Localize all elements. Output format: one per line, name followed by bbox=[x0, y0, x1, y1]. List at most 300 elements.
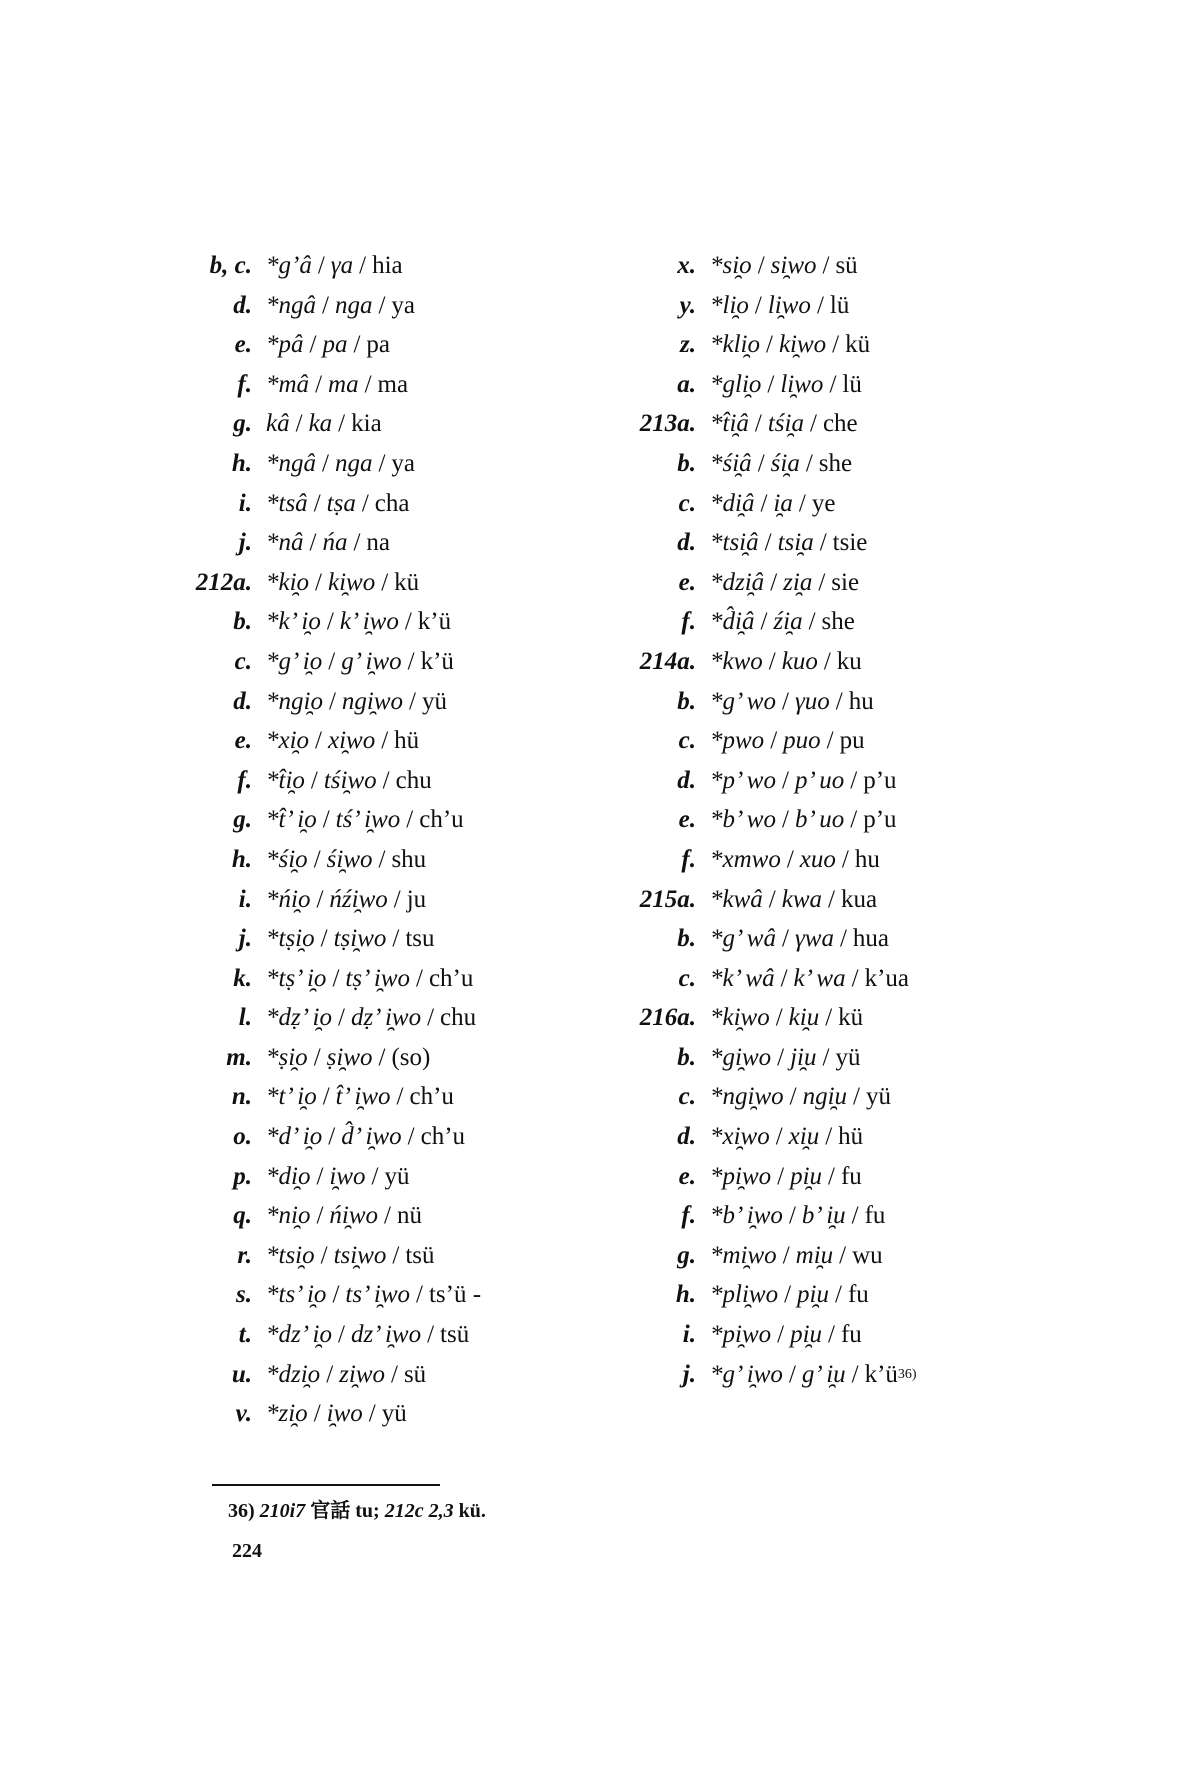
separator: / bbox=[786, 845, 794, 873]
separator: / bbox=[322, 806, 330, 834]
modern-reading: ts’ü - bbox=[428, 1281, 482, 1309]
entry-label: e. bbox=[234, 727, 252, 755]
modern-reading: tsie bbox=[832, 529, 868, 557]
modern-reading: sü bbox=[835, 252, 858, 279]
ancient-form: ki̯wo bbox=[328, 568, 376, 596]
archaic-form: *ngâ bbox=[266, 291, 316, 319]
ancient-form: zi̯wo bbox=[339, 1360, 385, 1388]
separator: / bbox=[326, 1360, 334, 1388]
separator: / bbox=[382, 766, 390, 794]
separator: / bbox=[828, 1321, 835, 1349]
modern-reading: lü bbox=[842, 370, 862, 398]
entry-label: c. bbox=[678, 1083, 696, 1111]
modern-reading: ch’u bbox=[420, 1123, 466, 1151]
archaic-form: *ngi̯o bbox=[266, 687, 323, 715]
separator: / bbox=[407, 1123, 415, 1151]
archaic-form: *p’ wo bbox=[710, 766, 776, 794]
archaic-form: *xmwo bbox=[710, 845, 781, 873]
separator: / bbox=[798, 489, 806, 517]
separator: / bbox=[782, 1241, 790, 1269]
archaic-form: *gi̯wo bbox=[710, 1043, 772, 1071]
entry-row bbox=[620, 523, 1140, 563]
separator: / bbox=[404, 608, 412, 636]
separator: / bbox=[754, 291, 762, 319]
modern-reading: pa bbox=[366, 331, 391, 359]
modern-reading: nü bbox=[396, 1202, 422, 1230]
modern-reading: ku bbox=[836, 647, 862, 675]
ancient-form: t̂’ i̯wo bbox=[335, 1083, 391, 1111]
separator: / bbox=[835, 687, 843, 715]
entry-row bbox=[620, 286, 1140, 326]
modern-reading: fu bbox=[840, 1162, 862, 1190]
archaic-form: *g’â bbox=[266, 252, 312, 279]
archaic-form: *xi̯o bbox=[266, 727, 310, 755]
entry-label: b. bbox=[677, 449, 696, 477]
entry-label: e. bbox=[678, 1162, 696, 1190]
separator: / bbox=[805, 449, 813, 477]
separator: / bbox=[371, 1162, 379, 1190]
footnote-rule bbox=[212, 1484, 440, 1486]
modern-reading: chu bbox=[395, 766, 432, 794]
modern-reading: p’u bbox=[863, 806, 897, 834]
separator: / bbox=[381, 727, 389, 755]
entry-label: g. bbox=[233, 806, 252, 834]
separator: / bbox=[764, 529, 772, 557]
separator: / bbox=[359, 252, 367, 279]
entry-row bbox=[620, 365, 1140, 405]
separator: / bbox=[777, 1043, 785, 1071]
archaic-form: *si̯o bbox=[710, 252, 752, 279]
separator: / bbox=[361, 489, 369, 517]
archaic-form: *nâ bbox=[266, 529, 304, 557]
entry-label: t. bbox=[238, 1321, 252, 1349]
entry-label: e. bbox=[234, 331, 252, 359]
archaic-form: *ṣi̯o bbox=[266, 1043, 308, 1071]
modern-reading: she bbox=[821, 608, 855, 636]
separator: / bbox=[754, 410, 762, 438]
entry-label: c. bbox=[678, 964, 696, 992]
modern-reading: chu bbox=[440, 1004, 477, 1032]
separator: / bbox=[777, 1162, 785, 1190]
modern-reading: lü bbox=[829, 291, 850, 319]
ancient-form: ńa bbox=[322, 529, 348, 557]
modern-reading: na bbox=[366, 529, 391, 557]
separator: / bbox=[788, 1360, 796, 1388]
separator: / bbox=[338, 410, 346, 438]
modern-reading: ch’u bbox=[409, 1083, 454, 1111]
footnote-text1: tu; bbox=[355, 1500, 380, 1522]
entry-row bbox=[620, 246, 1140, 286]
modern-reading: k’ü bbox=[417, 608, 452, 636]
entry-label: j. bbox=[238, 925, 252, 953]
separator: / bbox=[822, 1043, 830, 1071]
modern-reading: pu bbox=[839, 727, 865, 755]
ancient-form: xi̯u bbox=[788, 1123, 820, 1151]
modern-reading: hia bbox=[372, 252, 403, 279]
modern-reading: kü bbox=[838, 1004, 864, 1032]
separator: / bbox=[320, 925, 328, 953]
archaic-form: *mâ bbox=[266, 370, 310, 398]
archaic-form: *śi̯â bbox=[710, 449, 752, 477]
archaic-form: *d̂i̯â bbox=[710, 608, 755, 636]
separator: / bbox=[322, 1083, 330, 1111]
ancient-form: pi̯u bbox=[790, 1321, 823, 1349]
archaic-form: *gli̯o bbox=[710, 370, 762, 398]
ancient-form: ńźi̯wo bbox=[329, 885, 388, 913]
ancient-form: li̯wo bbox=[767, 291, 811, 319]
separator: / bbox=[760, 489, 768, 517]
archaic-form: kâ bbox=[266, 410, 290, 438]
separator: / bbox=[768, 885, 776, 913]
ancient-form: kuo bbox=[781, 647, 818, 675]
entry-label: f. bbox=[681, 845, 696, 873]
separator: / bbox=[826, 727, 834, 755]
separator: / bbox=[406, 806, 414, 834]
ancient-form: tṣi̯wo bbox=[333, 925, 387, 953]
ancient-form: li̯wo bbox=[780, 370, 824, 398]
ancient-form: ki̯wo bbox=[778, 331, 827, 359]
entry-label: g. bbox=[233, 410, 252, 438]
separator: / bbox=[781, 766, 789, 794]
separator: / bbox=[816, 291, 824, 319]
entry-label: x. bbox=[677, 252, 696, 279]
separator: / bbox=[368, 1400, 376, 1428]
footnote-chinese: 官話 bbox=[310, 1500, 351, 1522]
entry-row bbox=[620, 959, 1140, 999]
entry-label: a. bbox=[677, 370, 696, 398]
ancient-form: ji̯u bbox=[790, 1043, 817, 1071]
separator: / bbox=[427, 1004, 435, 1032]
ancient-form: tśi̯a bbox=[767, 410, 804, 438]
separator: / bbox=[788, 1202, 796, 1230]
separator: / bbox=[825, 1004, 833, 1032]
archaic-form: *pâ bbox=[266, 331, 304, 359]
entry-label: f. bbox=[681, 1202, 696, 1230]
modern-reading: k’ua bbox=[864, 964, 909, 992]
entry-label: j. bbox=[682, 1360, 696, 1388]
entry-label: q. bbox=[233, 1202, 252, 1230]
modern-reading: hu bbox=[848, 687, 874, 715]
entry-label: e. bbox=[678, 568, 696, 596]
ancient-form: d̂’ i̯wo bbox=[341, 1123, 402, 1151]
modern-reading: kia bbox=[351, 410, 382, 438]
modern-reading: tsü bbox=[440, 1321, 470, 1349]
modern-reading: ya bbox=[391, 449, 416, 477]
modern-reading: tsu bbox=[405, 925, 435, 953]
separator: / bbox=[834, 1281, 842, 1309]
modern-reading: k’ü bbox=[864, 1360, 898, 1388]
separator: / bbox=[337, 1321, 345, 1349]
separator: / bbox=[760, 608, 768, 636]
entry-row bbox=[620, 1117, 1140, 1157]
ancient-form: pa bbox=[322, 331, 348, 359]
ancient-form: ka bbox=[308, 410, 333, 438]
archaic-form: *kwâ bbox=[710, 885, 763, 913]
ancient-form: źi̯a bbox=[773, 608, 803, 636]
ancient-form: tṣ’ i̯wo bbox=[345, 964, 410, 992]
entry-label: d. bbox=[677, 766, 696, 794]
archaic-form: *g’ wâ bbox=[710, 925, 776, 953]
separator: / bbox=[381, 568, 389, 596]
entry-label: i. bbox=[682, 1321, 696, 1349]
separator: / bbox=[416, 964, 423, 992]
separator: / bbox=[828, 885, 835, 913]
separator: / bbox=[322, 291, 329, 319]
entry-label: b, c. bbox=[209, 252, 252, 279]
entry-label: h. bbox=[231, 449, 252, 477]
modern-reading: fu bbox=[847, 1281, 869, 1309]
modern-reading: kü bbox=[394, 568, 420, 596]
separator: / bbox=[839, 925, 847, 953]
archaic-form: *d’ i̯o bbox=[266, 1123, 323, 1151]
modern-reading: shu bbox=[391, 845, 427, 873]
ancient-form: b’ i̯u bbox=[801, 1202, 846, 1230]
archaic-form: *pi̯wo bbox=[710, 1321, 772, 1349]
archaic-form: *tsi̯â bbox=[710, 529, 759, 557]
ancient-form: i̯wo bbox=[326, 1400, 363, 1428]
ancient-form: γa bbox=[330, 252, 354, 279]
entry-label: i. bbox=[238, 489, 252, 517]
separator: / bbox=[825, 1123, 833, 1151]
ancient-form: γuo bbox=[794, 687, 830, 715]
archaic-form: *tsâ bbox=[266, 489, 308, 517]
archaic-form: *kwo bbox=[710, 647, 763, 675]
separator: / bbox=[851, 964, 859, 992]
separator: / bbox=[850, 766, 858, 794]
entry-row bbox=[190, 1394, 710, 1434]
separator: / bbox=[781, 925, 789, 953]
archaic-form: *ngâ bbox=[266, 449, 316, 477]
ancient-form: śi̯wo bbox=[326, 845, 373, 873]
separator: / bbox=[378, 291, 386, 319]
archaic-form: *zi̯o bbox=[266, 1400, 308, 1428]
separator: / bbox=[829, 370, 837, 398]
separator: / bbox=[332, 964, 340, 992]
entry-row bbox=[620, 1077, 1140, 1117]
entry-label: f. bbox=[237, 370, 252, 398]
separator: / bbox=[853, 1083, 860, 1111]
archaic-form: *k’ i̯o bbox=[266, 608, 321, 636]
ancient-form: pi̯u bbox=[790, 1162, 823, 1190]
separator: / bbox=[770, 727, 778, 755]
entry-row bbox=[620, 1315, 1140, 1355]
archaic-form: *dzi̯â bbox=[710, 568, 765, 596]
ancient-form: pi̯u bbox=[797, 1281, 829, 1309]
footnote-ref1: 210i7 bbox=[259, 1500, 306, 1522]
ancient-form: p’ uo bbox=[794, 766, 845, 794]
separator: / bbox=[841, 845, 849, 873]
separator: / bbox=[317, 252, 325, 279]
entry-label: b. bbox=[677, 687, 696, 715]
separator: / bbox=[384, 1202, 391, 1230]
ancient-form: xuo bbox=[799, 845, 836, 873]
separator: / bbox=[313, 489, 321, 517]
entry-row bbox=[620, 800, 1140, 840]
entry-label: p. bbox=[233, 1162, 252, 1190]
archaic-form: *dzi̯o bbox=[266, 1360, 321, 1388]
entry-label: o. bbox=[233, 1123, 252, 1151]
separator: / bbox=[784, 1281, 792, 1309]
entry-row bbox=[620, 404, 1140, 444]
separator: / bbox=[781, 687, 789, 715]
archaic-form: *śi̯o bbox=[266, 845, 308, 873]
entry-row bbox=[620, 1236, 1140, 1276]
separator: / bbox=[309, 529, 317, 557]
separator: / bbox=[850, 806, 858, 834]
separator: / bbox=[780, 964, 788, 992]
entry-label: c. bbox=[234, 647, 252, 675]
archaic-form: *tsi̯o bbox=[266, 1241, 315, 1269]
separator: / bbox=[315, 370, 323, 398]
entry-label: 214a. bbox=[639, 647, 696, 675]
separator: / bbox=[407, 647, 415, 675]
separator: / bbox=[757, 449, 765, 477]
modern-reading: yü bbox=[421, 687, 447, 715]
separator: / bbox=[378, 449, 386, 477]
entry-row bbox=[620, 880, 1140, 920]
separator: / bbox=[851, 1202, 859, 1230]
entry-row bbox=[620, 1196, 1140, 1236]
modern-reading: che bbox=[822, 410, 858, 438]
archaic-form: *t̂i̯â bbox=[710, 410, 749, 438]
entry-row bbox=[620, 325, 1140, 365]
entry-row bbox=[620, 919, 1140, 959]
footnote bbox=[228, 1494, 486, 1523]
archaic-form: *t̂’ i̯o bbox=[266, 806, 317, 834]
modern-reading: fu bbox=[864, 1202, 886, 1230]
ancient-form: tśi̯wo bbox=[323, 766, 377, 794]
ancient-form: ngi̯u bbox=[802, 1083, 848, 1111]
entry-label: s. bbox=[236, 1281, 252, 1309]
entry-label: f. bbox=[237, 766, 252, 794]
modern-reading: yü bbox=[835, 1043, 861, 1071]
separator: / bbox=[310, 766, 318, 794]
modern-reading: hü bbox=[838, 1123, 864, 1151]
entry-row bbox=[620, 1355, 1140, 1395]
footnote-text3: kü. bbox=[458, 1500, 486, 1522]
ancient-form: puo bbox=[783, 727, 821, 755]
separator: / bbox=[316, 1202, 324, 1230]
archaic-form: *xi̯wo bbox=[710, 1123, 770, 1151]
modern-reading: yü bbox=[865, 1083, 891, 1111]
ancient-form: nga bbox=[334, 291, 373, 319]
archaic-form: *ki̯wo bbox=[710, 1004, 770, 1032]
entry-row bbox=[620, 444, 1140, 484]
archaic-form: *k’ wâ bbox=[710, 964, 775, 992]
entry-row bbox=[620, 1275, 1140, 1315]
separator: / bbox=[823, 647, 831, 675]
entry-label: 212a. bbox=[195, 568, 252, 596]
archaic-form: *g’ wo bbox=[710, 687, 776, 715]
archaic-form: *tṣ’ i̯o bbox=[266, 964, 327, 992]
modern-reading: hü bbox=[394, 727, 420, 755]
separator: / bbox=[851, 1360, 859, 1388]
entry-label: h. bbox=[231, 845, 252, 873]
modern-reading: (so) bbox=[391, 1043, 431, 1071]
archaic-form: *ngi̯wo bbox=[710, 1083, 784, 1111]
separator: / bbox=[364, 370, 372, 398]
archaic-form: *pli̯wo bbox=[710, 1281, 779, 1309]
entry-label: n. bbox=[231, 1083, 252, 1111]
archaic-form: *t̂i̯o bbox=[266, 766, 305, 794]
modern-reading: ma bbox=[377, 370, 409, 398]
footnote-ref2: 212c bbox=[384, 1500, 424, 1522]
separator: / bbox=[313, 1043, 321, 1071]
separator: / bbox=[757, 252, 765, 279]
archaic-form: *li̯o bbox=[710, 291, 749, 319]
footnote-text2: 2,3 bbox=[428, 1500, 454, 1522]
archaic-form: *b’ wo bbox=[710, 806, 776, 834]
separator: / bbox=[789, 1083, 797, 1111]
modern-reading: ju bbox=[406, 885, 427, 913]
archaic-form: *dẓ’ i̯o bbox=[266, 1004, 332, 1032]
modern-reading: ch’u bbox=[428, 964, 474, 992]
archaic-form: *g’ i̯o bbox=[266, 647, 323, 675]
entry-label: 215a. bbox=[639, 885, 696, 913]
modern-reading: cha bbox=[374, 489, 410, 517]
ancient-form: tś’ i̯wo bbox=[335, 806, 401, 834]
separator: / bbox=[326, 608, 334, 636]
modern-reading: fu bbox=[840, 1321, 862, 1349]
entry-label: m. bbox=[226, 1043, 252, 1071]
separator: / bbox=[320, 1241, 328, 1269]
modern-reading: she bbox=[818, 449, 853, 477]
separator: / bbox=[775, 1123, 783, 1151]
ancient-form: b’ uo bbox=[794, 806, 845, 834]
modern-reading: kü bbox=[845, 331, 871, 359]
archaic-form: *mi̯wo bbox=[710, 1241, 777, 1269]
modern-reading: wu bbox=[852, 1241, 883, 1269]
separator: / bbox=[839, 1241, 847, 1269]
entry-row bbox=[620, 998, 1140, 1038]
ancient-form: k’ i̯wo bbox=[339, 608, 399, 636]
separator: / bbox=[392, 925, 400, 953]
modern-reading: ye bbox=[811, 489, 836, 517]
ancient-form: dz’ i̯wo bbox=[350, 1321, 422, 1349]
ancient-form: si̯wo bbox=[770, 252, 817, 279]
entry-label: 213a. bbox=[639, 410, 696, 438]
entry-label: v. bbox=[235, 1400, 252, 1428]
ancient-form: tsi̯wo bbox=[333, 1241, 387, 1269]
separator: / bbox=[818, 568, 826, 596]
entry-row bbox=[620, 1157, 1140, 1197]
separator: / bbox=[391, 1360, 398, 1388]
separator: / bbox=[409, 687, 416, 715]
archaic-form: *ńi̯o bbox=[266, 885, 311, 913]
separator: / bbox=[396, 1083, 404, 1111]
entry-label: j. bbox=[238, 529, 252, 557]
archaic-form: *ni̯o bbox=[266, 1202, 311, 1230]
entry-label: b. bbox=[677, 925, 696, 953]
separator: / bbox=[767, 370, 775, 398]
entry-row bbox=[620, 484, 1140, 524]
archaic-form: *ts’ i̯o bbox=[266, 1281, 327, 1309]
separator: / bbox=[427, 1321, 435, 1349]
entry-label: r. bbox=[237, 1241, 252, 1269]
separator: / bbox=[328, 647, 336, 675]
separator: / bbox=[809, 410, 817, 438]
archaic-form: *g’ i̯wo bbox=[710, 1360, 783, 1388]
separator: / bbox=[295, 410, 303, 438]
ancient-form: ngi̯wo bbox=[341, 687, 404, 715]
separator: / bbox=[781, 806, 789, 834]
entry-label: d. bbox=[677, 1123, 696, 1151]
entry-label: z. bbox=[680, 331, 696, 359]
separator: / bbox=[315, 568, 322, 596]
separator: / bbox=[316, 1162, 324, 1190]
footnote-marker: 36) bbox=[897, 1366, 917, 1382]
entry-label: f. bbox=[681, 608, 696, 636]
